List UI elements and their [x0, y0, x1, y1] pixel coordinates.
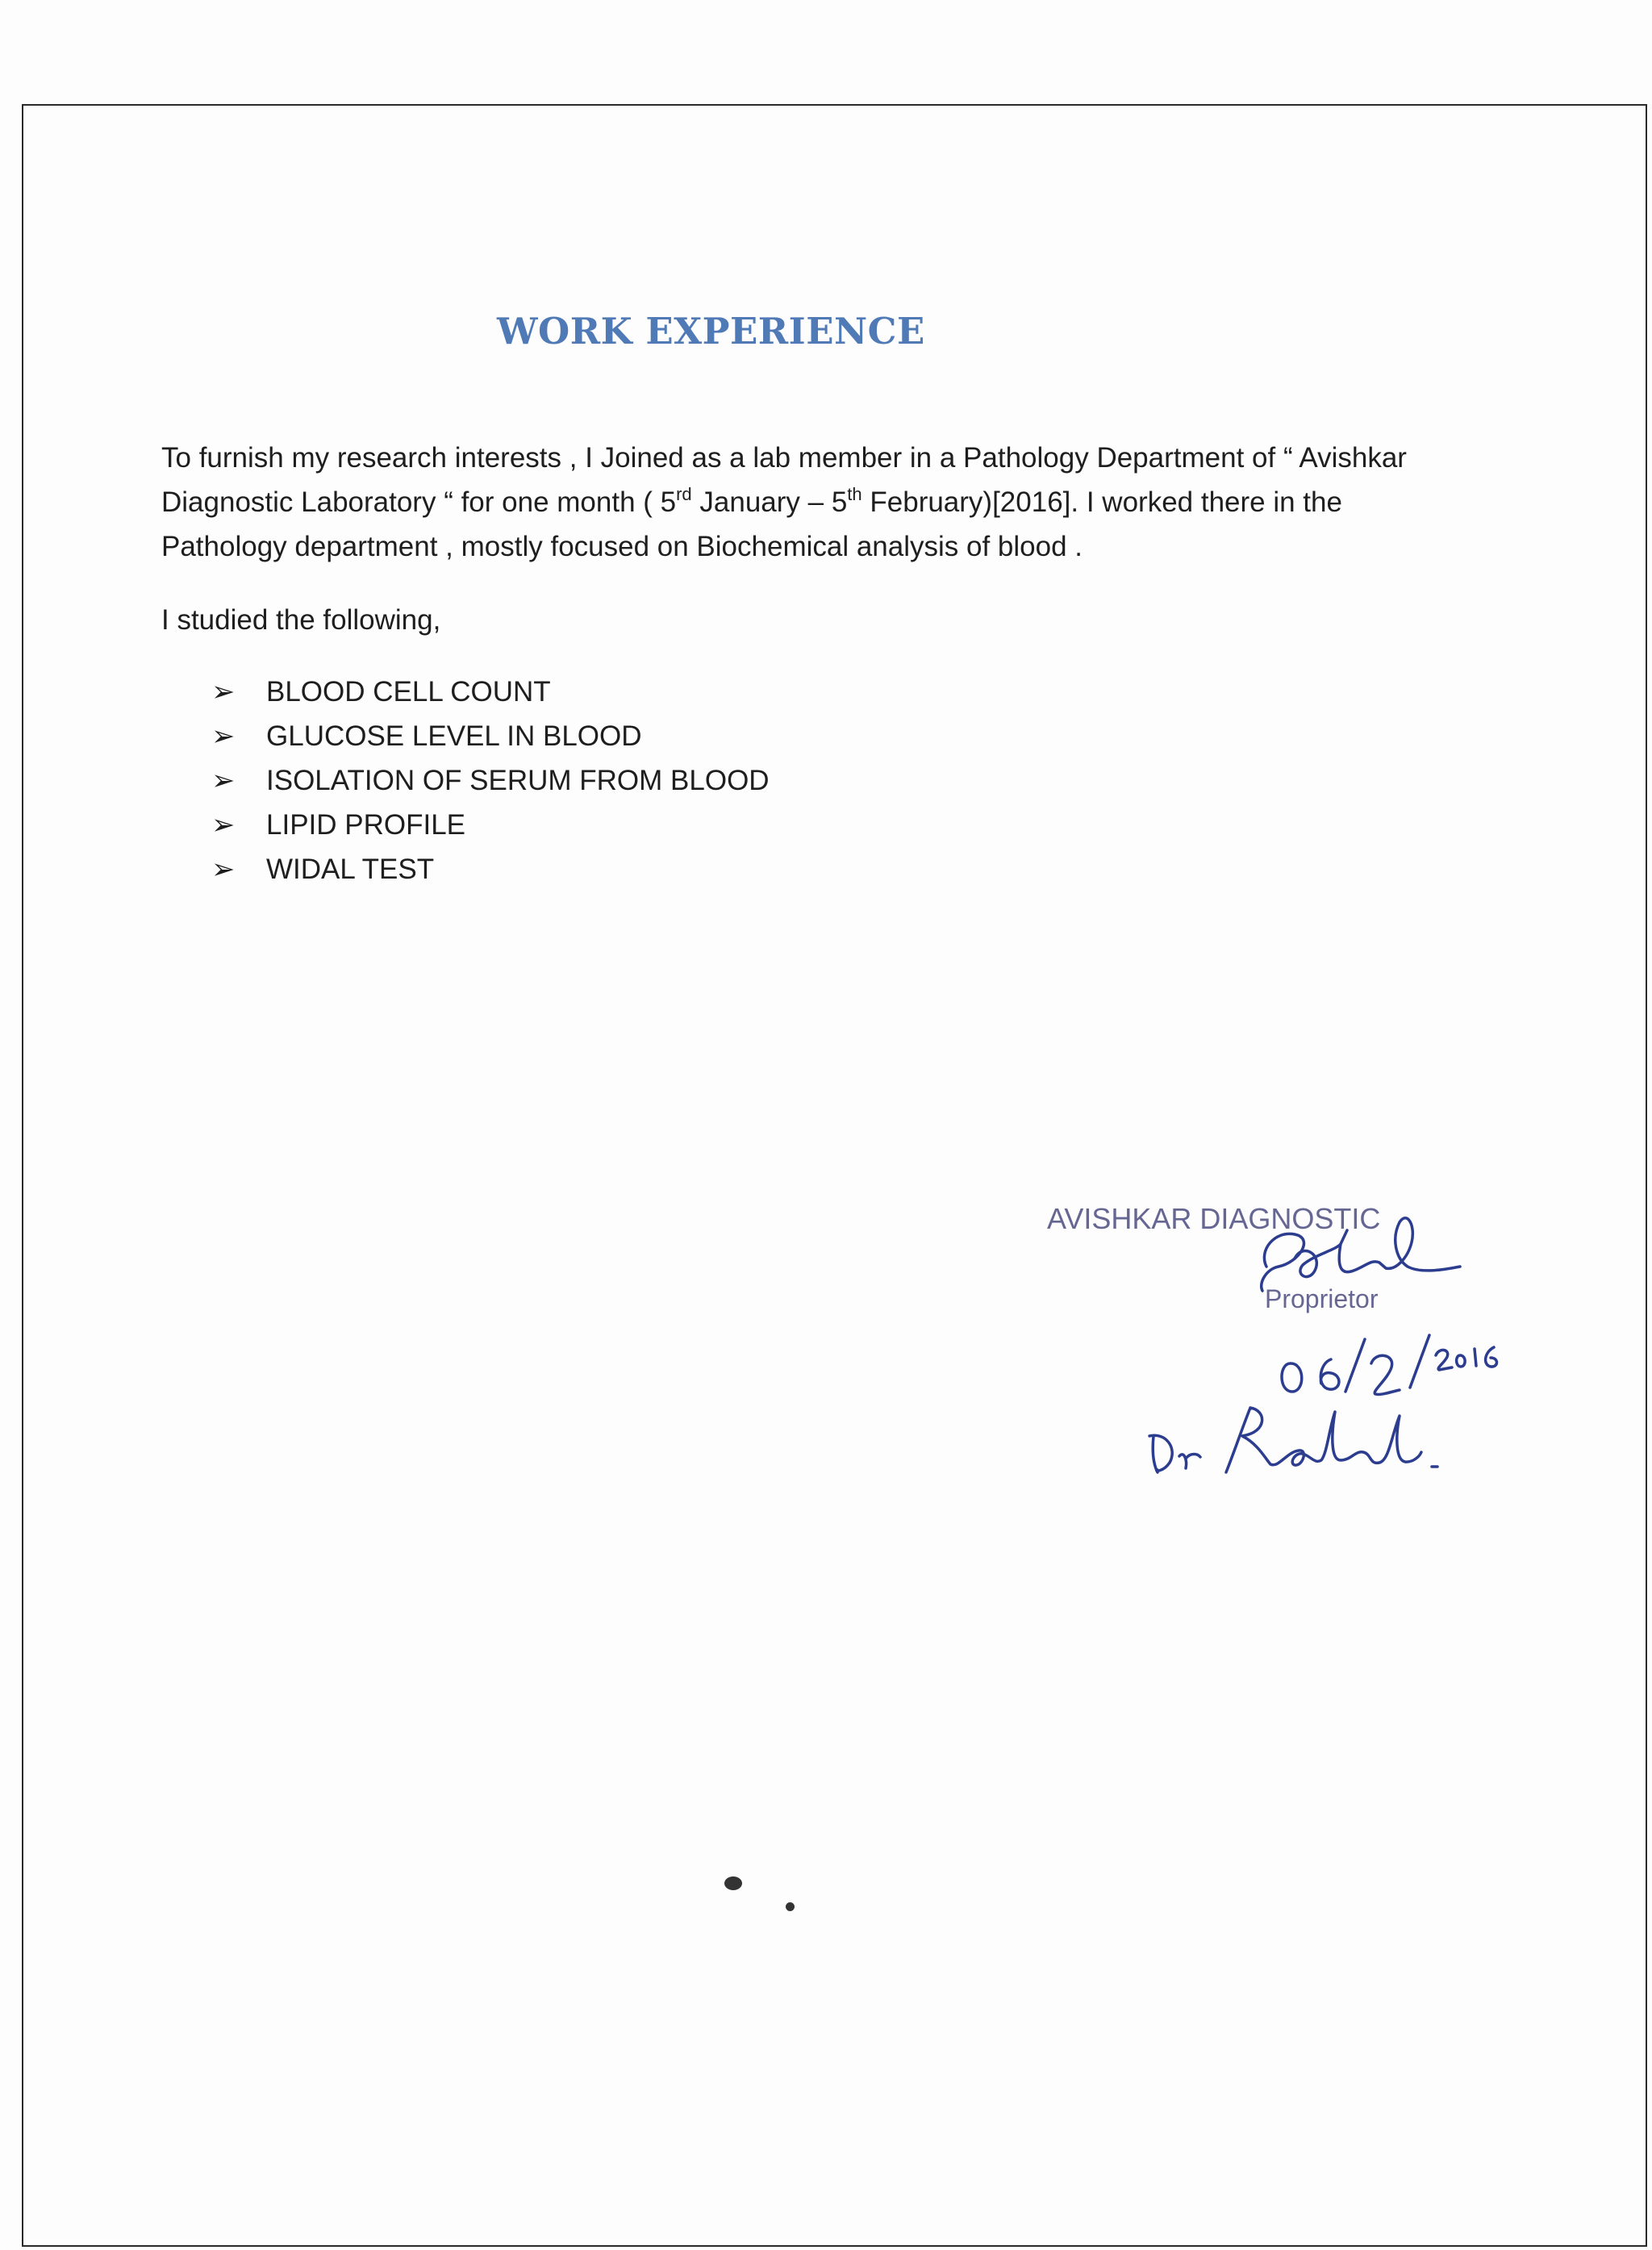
- studied-paragraph: I studied the following,: [161, 604, 441, 636]
- list-item-text: BLOOD CELL COUNT: [266, 676, 551, 708]
- intro-line-2-part-b: January – 5: [691, 486, 848, 518]
- list-item-text: WIDAL TEST: [266, 854, 435, 885]
- intro-line-2-part-a: Diagnostic Laboratory “ for one month ( 5: [161, 486, 677, 518]
- arrow-bullet-icon: ➢: [211, 765, 236, 796]
- list-item-text: LIPID PROFILE: [266, 809, 466, 841]
- arrow-bullet-icon: ➢: [211, 676, 236, 708]
- intro-line-2-part-c: February)[2016]. I worked there in the: [861, 486, 1342, 518]
- ink-speck: [724, 1876, 742, 1890]
- intro-line-3: Pathology department , mostly focused on Biochemical analysis of blood .: [161, 531, 1083, 562]
- list-item: [211, 670, 770, 714]
- list-item: [211, 803, 770, 847]
- intro-paragraph: [161, 436, 1484, 569]
- ordinal-suffix-rd: rd: [676, 484, 692, 504]
- arrow-bullet-icon: ➢: [211, 854, 236, 885]
- page-border: [22, 104, 1647, 2247]
- arrow-bullet-icon: ➢: [211, 809, 236, 841]
- ink-speck: [786, 1902, 795, 1911]
- studied-topics-list: [211, 670, 770, 891]
- list-item-text: GLUCOSE LEVEL IN BLOOD: [266, 720, 642, 752]
- arrow-bullet-icon: ➢: [211, 720, 236, 752]
- page-title: WORK EXPERIENCE: [497, 310, 925, 353]
- ordinal-suffix-th: th: [847, 484, 862, 504]
- list-item: [211, 714, 770, 758]
- handwritten-signature: [1129, 1194, 1549, 1484]
- stamp-name: AVISHKAR DIAGNOSTIC: [1047, 1202, 1381, 1235]
- list-item: [211, 847, 770, 891]
- list-item: [211, 758, 770, 803]
- intro-line-2: [161, 480, 1484, 524]
- list-item-text: ISOLATION OF SERUM FROM BLOOD: [266, 765, 770, 796]
- intro-line-1: To furnish my research interests , I Joined as a lab member in a Pathology Department of “ Avishkar: [161, 442, 1407, 474]
- stamp-role: Proprietor: [1265, 1284, 1379, 1313]
